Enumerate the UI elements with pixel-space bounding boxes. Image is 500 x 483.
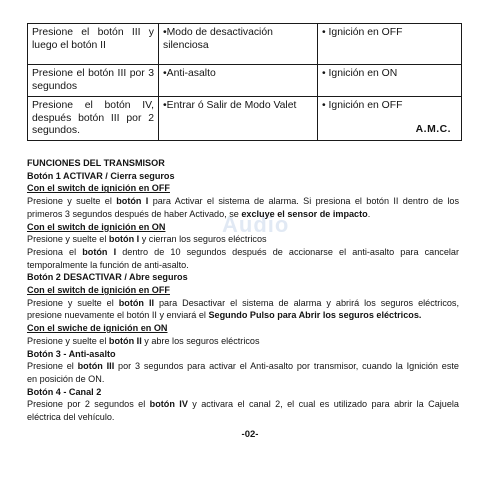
button-3-heading: Botón 3 - Anti-asalto: [27, 348, 116, 359]
table-row: [28, 24, 462, 65]
text-run: Presione el: [27, 361, 78, 372]
text-run: .: [367, 208, 371, 219]
transmitter-modes-table: [27, 23, 462, 141]
text-run-bold: botón II: [118, 297, 155, 308]
paragraph-line: [27, 297, 459, 310]
paragraph-line: [27, 208, 459, 221]
table-cell-ignition: [318, 24, 462, 65]
text-run-bold: botón I: [108, 234, 140, 245]
text-run: y activara el canal 2, el cual es utilizado para abrir la Cajuela: [187, 399, 459, 410]
text-run: por 3 segundos para activar el Anti-asalto por transmisor, cuando la Ignición este: [114, 361, 459, 372]
text-run-bold: botón I: [82, 246, 117, 257]
table-cell-ignition: [318, 65, 462, 97]
text-run-bold: Segundo Pulso para Abrir los seguros eléctricos.: [208, 310, 422, 321]
text-run: Presione y suelte el: [27, 196, 117, 207]
text-run: Presione y suelte el: [27, 335, 109, 346]
paragraph-line: [27, 233, 459, 246]
table-cell-result: •Modo de desactivación silenciosa: [159, 24, 318, 65]
paragraph-line: [27, 195, 459, 208]
ignition-text: • Ignición en OFF: [322, 100, 403, 111]
ignition-text: • Ignición en ON: [322, 68, 398, 79]
paragraph-line: temporalmente la función de anti-asalto.: [27, 259, 189, 270]
table-row: [28, 97, 462, 141]
table-cell-ignition: [318, 97, 462, 141]
brand-label: A.M.C.: [415, 124, 451, 135]
table-cell-action: Presione el botón III y luego el botón II: [28, 24, 159, 65]
table-cell-action: Presione el botón III por 3 segundos: [28, 65, 159, 97]
text-run-bold: botón III: [77, 361, 115, 372]
table-cell-action: Presione el botón IV, después botón III por 2 segundos.: [28, 97, 159, 141]
text-run: Presiona el: [27, 246, 83, 257]
paragraph-line: [27, 309, 459, 322]
text-run: y abre los seguros eléctricos: [141, 335, 260, 346]
text-run: y cierran los seguros eléctricos: [139, 234, 267, 245]
paragraph-line: [27, 360, 459, 373]
table-cell-result: •Entrar ó Salir de Modo Valet: [159, 97, 318, 141]
text-run: Presione y suelte el: [27, 297, 119, 308]
text-run: Presione y suelte el: [27, 234, 109, 245]
text-run: para Activar el sistema de alarma. Si presiona el botón II dentro de los: [148, 196, 459, 207]
button-2-heading: Botón 2 DESACTIVAR / Abre seguros: [27, 272, 188, 283]
text-run: Presione por 2 segundos el: [27, 399, 150, 410]
section-title: FUNCIONES DEL TRANSMISOR: [27, 158, 165, 168]
text-run-bold: botón I: [116, 196, 149, 207]
paragraph-line: [27, 246, 459, 259]
ignition-off-subheading: Con el switch de ignición en OFF: [27, 285, 170, 295]
ignition-off-subheading: Con el switch de ignición en OFF: [27, 183, 170, 194]
paragraph-line: en posición de ON.: [27, 373, 105, 384]
table-cell-result: •Anti-asalto: [159, 65, 318, 97]
text-run: para Desactivar el sistema de alarma y abrirá los seguros eléctricos,: [154, 297, 459, 308]
ignition-on-subheading: Con el swiche de ignición en ON: [27, 323, 168, 334]
page-number: -02-: [241, 429, 259, 440]
paragraph-line: [27, 335, 459, 348]
text-run-bold: botón II: [108, 335, 142, 346]
button-1-heading: Botón 1 ACTIVAR / Cierra seguros: [27, 170, 175, 181]
paragraph-line: eléctrica del vehículo.: [27, 411, 115, 422]
transmitter-functions-section: [27, 157, 459, 424]
paragraph-line: [27, 398, 459, 411]
table-row: [28, 65, 462, 97]
button-4-heading: Botón 4 - Canal 2: [27, 386, 102, 397]
text-run-bold: excluye el sensor de impacto: [241, 208, 368, 219]
ignition-on-subheading: Con el switch de ignición en ON: [27, 221, 166, 232]
text-run: presione nuevamente el botón II y enviará el: [27, 310, 209, 321]
text-run: dentro de 10 segundos después de accionarse el anti-asalto para cancelar: [116, 246, 459, 257]
text-run: primeros 3 segundos después de haber Activado, se: [27, 208, 242, 219]
ignition-text: • Ignición en OFF: [322, 27, 403, 38]
text-run-bold: botón IV: [149, 399, 188, 410]
watermark: Audio: [222, 212, 290, 237]
